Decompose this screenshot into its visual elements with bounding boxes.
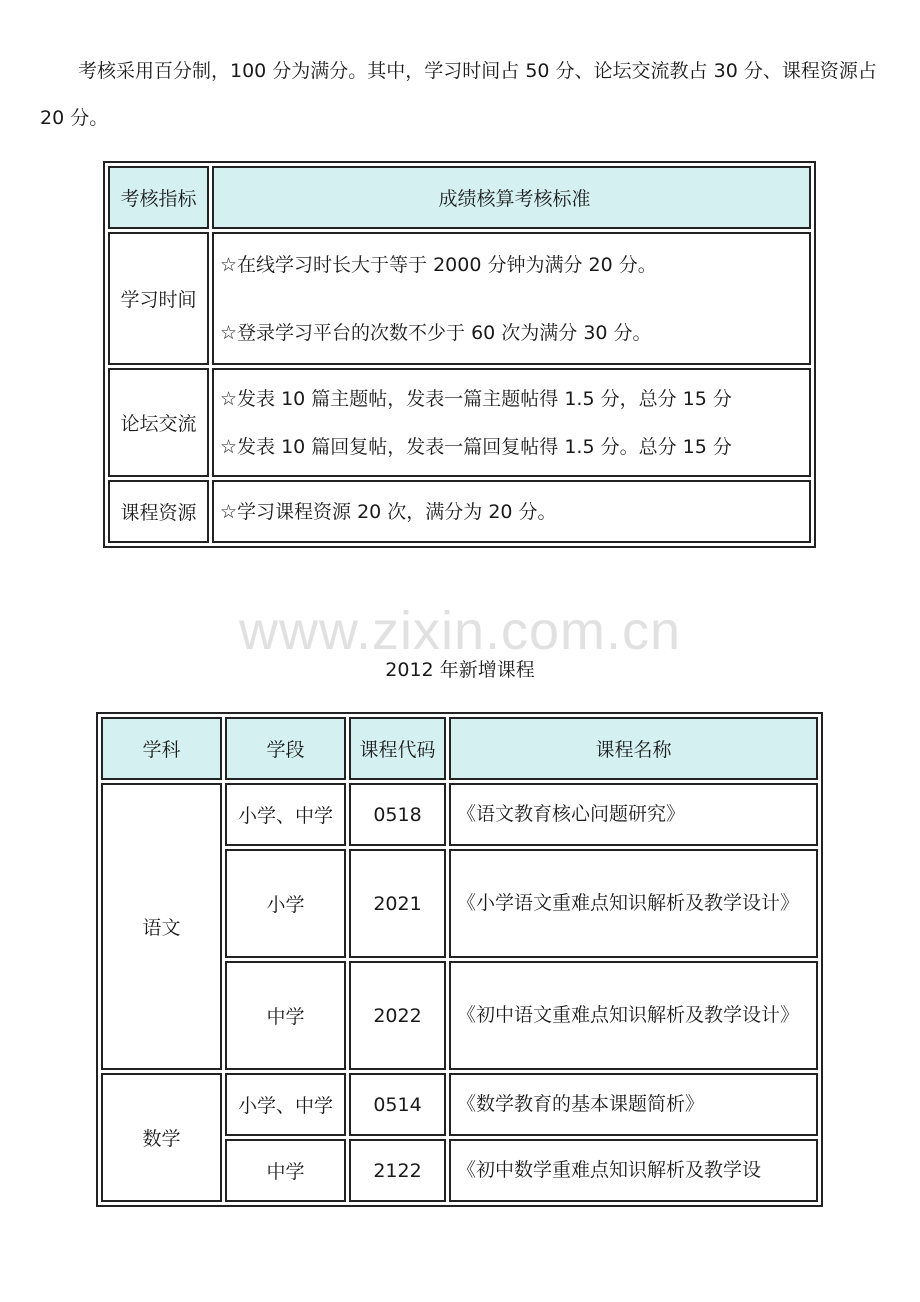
intro-paragraph: 考核采用百分制，100 分为满分。其中，学习时间占 50 分、论坛交流教占 30 分、课程资源占 20 分。: [40, 60, 877, 129]
level-cell: 中学: [225, 961, 346, 1070]
assessment-table: [103, 161, 816, 548]
code-cell: 2021: [349, 849, 446, 958]
table-header-row: [108, 166, 811, 229]
code-cell: 0518: [349, 783, 446, 846]
table-header-row: [101, 717, 818, 780]
course-name-cell: 《数学教育的基本课题简析》: [449, 1073, 818, 1136]
standard-cell: [212, 232, 811, 365]
code-cell: 0514: [349, 1073, 446, 1136]
standard-line: ☆发表 10 篇回复帖，发表一篇回复帖得 1.5 分。总分 15 分: [220, 435, 732, 458]
table-row: [108, 232, 811, 365]
courses-table: [96, 712, 823, 1207]
table-row: [108, 368, 811, 477]
header-indicator: 考核指标: [108, 166, 209, 229]
level-cell: 小学、中学: [225, 1073, 346, 1136]
table-row: [108, 480, 811, 543]
standard-line: ☆在线学习时长大于等于 2000 分钟为满分 20 分。: [220, 253, 657, 276]
watermark: www.zixin.com.cn: [238, 601, 682, 661]
code-cell: 2022: [349, 961, 446, 1070]
indicator-cell: 课程资源: [108, 480, 209, 543]
header-name: 课程名称: [449, 717, 818, 780]
indicator-cell: 学习时间: [108, 232, 209, 365]
header-code: 课程代码: [349, 717, 446, 780]
course-name-cell: 《小学语文重难点知识解析及教学设计》: [449, 849, 818, 958]
courses-title: 2012 年新增课程: [385, 659, 535, 681]
course-name-cell: 《初中数学重难点知识解析及教学设: [449, 1139, 818, 1202]
standard-cell: [212, 480, 811, 543]
level-cell: 小学: [225, 849, 346, 958]
standard-cell: [212, 368, 811, 477]
header-level: 学段: [225, 717, 346, 780]
header-standard: 成绩核算考核标准: [212, 166, 811, 229]
standard-line: ☆登录学习平台的次数不少于 60 次为满分 30 分。: [220, 321, 652, 344]
course-name-cell: 《初中语文重难点知识解析及教学设计》: [449, 961, 818, 1070]
table-row: [101, 783, 818, 846]
level-cell: 小学、中学: [225, 783, 346, 846]
subject-cell: 数学: [101, 1073, 222, 1202]
table-row: [101, 1073, 818, 1136]
code-cell: 2122: [349, 1139, 446, 1202]
indicator-cell: 论坛交流: [108, 368, 209, 477]
standard-line: ☆学习课程资源 20 次，满分为 20 分。: [220, 500, 557, 523]
standard-line: ☆发表 10 篇主题帖，发表一篇主题帖得 1.5 分，总分 15 分: [220, 387, 732, 410]
course-name-cell: 《语文教育核心问题研究》: [449, 783, 818, 846]
level-cell: 中学: [225, 1139, 346, 1202]
subject-cell: 语文: [101, 783, 222, 1070]
header-subject: 学科: [101, 717, 222, 780]
